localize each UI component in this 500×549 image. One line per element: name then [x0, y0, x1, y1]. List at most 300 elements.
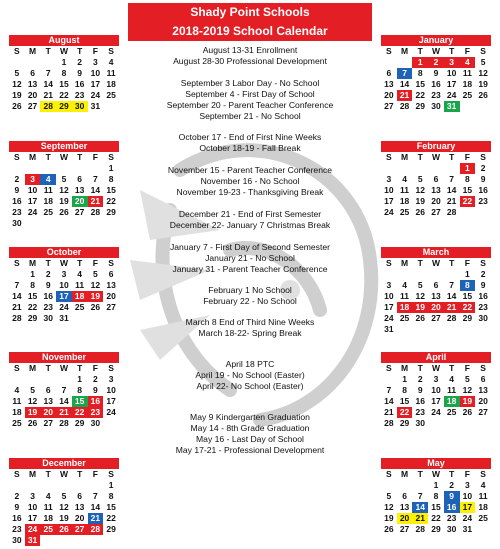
day-cell: 17	[27, 513, 38, 523]
day-cell: 12	[12, 79, 22, 89]
day-cell	[72, 535, 88, 546]
day-cell: 25	[446, 407, 457, 417]
day-cell: 16	[12, 513, 22, 523]
day-cell: 23	[478, 302, 488, 312]
day-cell: 27	[72, 524, 88, 535]
day-cell: 9	[14, 502, 20, 512]
calendar-august	[9, 35, 119, 112]
day-cell: 23	[74, 90, 85, 100]
calendar-title	[128, 3, 372, 41]
weekday-label: T	[417, 152, 423, 162]
day-cell	[412, 163, 428, 174]
day-cell: 8	[77, 385, 83, 395]
day-cell: 21	[88, 513, 104, 524]
day-cell: 24	[59, 302, 69, 312]
event-line: September 4 - First Day of School	[185, 89, 315, 99]
weekday-label: S	[14, 363, 20, 373]
weekday-label: T	[45, 46, 51, 56]
day-cell: 8	[417, 68, 423, 78]
day-cell: 21	[444, 302, 460, 313]
day-cell	[40, 57, 56, 68]
day-cell: 25	[43, 207, 53, 217]
weekday-label: T	[45, 363, 51, 373]
calendar-november	[9, 352, 119, 429]
event-line: February 22 - No School	[203, 296, 297, 306]
day-cell	[475, 324, 491, 335]
day-cell: 19	[25, 407, 41, 418]
weekday-label: S	[480, 363, 486, 373]
day-cell: 22	[72, 407, 88, 418]
day-cell: 13	[399, 502, 410, 512]
day-cell: 12	[478, 68, 488, 78]
day-cell	[56, 480, 72, 491]
weekday-label: T	[417, 363, 423, 373]
day-cell	[88, 163, 104, 174]
day-cell: 1	[108, 480, 114, 490]
day-cell: 18	[399, 196, 410, 206]
day-cell: 17	[384, 302, 394, 312]
day-cell	[475, 207, 491, 218]
weekday-label: T	[45, 258, 51, 268]
event-line: March 8 End of Third Nine Weeks	[185, 317, 315, 327]
day-cell	[428, 324, 444, 335]
day-cell	[381, 480, 397, 491]
day-cell: 17	[431, 396, 441, 406]
day-cell: 27	[106, 302, 116, 312]
weekday-label: S	[480, 152, 486, 162]
day-cell: 28	[446, 313, 457, 323]
day-cell	[25, 57, 41, 68]
day-cell: 8	[108, 491, 114, 501]
day-cell: 20	[431, 196, 441, 206]
weekday-label: S	[386, 363, 392, 373]
day-cell: 20	[478, 396, 488, 406]
day-cell: 12	[59, 185, 69, 195]
month-header: November	[9, 352, 119, 363]
day-cell: 3	[433, 374, 439, 384]
day-cell: 13	[74, 502, 85, 512]
weekday-label: T	[77, 363, 83, 373]
day-cell: 26	[27, 418, 38, 428]
event-line: December 21 - End of First Semester	[178, 209, 322, 219]
day-cell: 14	[446, 291, 457, 301]
month-header: March	[381, 247, 491, 258]
weekday-label: T	[449, 469, 455, 479]
day-cell: 20	[27, 90, 38, 100]
day-cell: 22	[431, 513, 441, 523]
day-cell: 30	[415, 418, 425, 428]
day-cell: 3	[465, 480, 470, 490]
day-cell: 7	[386, 385, 392, 395]
day-cell	[40, 218, 56, 229]
weekday-label: T	[449, 46, 455, 56]
day-cell: 23	[43, 302, 53, 312]
day-cell: 16	[415, 396, 425, 406]
weekday-label: W	[59, 469, 68, 479]
day-cell: 12	[462, 385, 473, 395]
day-cell	[444, 324, 460, 335]
day-cell: 9	[417, 385, 423, 395]
calendar-january	[381, 35, 491, 112]
day-cell: 31	[384, 324, 394, 334]
day-cell: 15	[106, 502, 116, 512]
day-cell: 6	[402, 491, 407, 501]
event-line: August 13-31 Enrollment	[202, 45, 298, 55]
month-header: September	[9, 141, 119, 152]
day-cell: 16	[74, 79, 85, 89]
weekday-label: M	[401, 152, 409, 162]
day-cell: 25	[478, 513, 488, 523]
weekday-label: T	[417, 46, 423, 56]
day-cell: 4	[40, 174, 56, 185]
day-cell	[103, 101, 119, 112]
day-cell: 6	[45, 385, 51, 395]
day-cell: 6	[480, 374, 486, 384]
day-cell: 7	[417, 491, 423, 501]
day-cell	[72, 163, 88, 174]
day-cell: 11	[447, 385, 457, 395]
day-cell: 2	[417, 374, 423, 384]
day-cell: 13	[27, 79, 38, 89]
day-cell: 13	[431, 291, 441, 301]
day-cell: 18	[43, 196, 53, 206]
day-cell: 29	[399, 418, 410, 428]
day-cell: 24	[431, 407, 441, 417]
day-cell: 30	[478, 313, 488, 323]
day-cell: 8	[108, 174, 114, 184]
day-cell: 23	[446, 513, 457, 523]
day-cell: 13	[384, 79, 394, 89]
day-cell: 7	[14, 280, 20, 290]
day-cell: 27	[431, 313, 441, 323]
day-cell	[381, 163, 397, 174]
day-cell: 28	[59, 418, 69, 428]
day-cell: 3	[61, 269, 67, 279]
day-cell: 25	[12, 418, 22, 428]
day-cell: 11	[400, 291, 410, 301]
day-cell: 6	[30, 68, 35, 78]
day-cell: 2	[93, 374, 98, 384]
day-cell	[397, 480, 413, 491]
day-cell: 3	[386, 280, 392, 290]
day-cell: 8	[433, 491, 439, 501]
weekday-label: W	[431, 469, 440, 479]
day-cell: 12	[27, 396, 38, 406]
day-cell: 17	[460, 502, 476, 513]
day-cell: 26	[12, 101, 22, 111]
weekday-label: S	[108, 363, 114, 373]
day-cell: 23	[478, 196, 488, 206]
day-cell: 17	[56, 291, 72, 302]
day-cell: 30	[12, 535, 22, 545]
day-cell: 4	[402, 174, 407, 184]
day-cell	[412, 324, 428, 335]
day-cell: 14	[90, 502, 101, 512]
day-cell	[88, 218, 104, 229]
day-cell: 28	[415, 524, 425, 534]
day-cell: 2	[480, 269, 486, 279]
day-cell	[88, 535, 104, 546]
day-cell	[40, 163, 56, 174]
weekday-label: T	[417, 258, 423, 268]
day-cell: 1	[402, 374, 407, 384]
day-cell: 27	[384, 101, 394, 111]
weekday-label: T	[77, 46, 83, 56]
day-cell: 12	[384, 502, 394, 512]
day-cell: 27	[27, 101, 38, 111]
day-cell: 20	[40, 407, 56, 418]
weekday-label: T	[417, 469, 423, 479]
day-cell: 27	[399, 524, 410, 534]
day-cell: 26	[415, 313, 425, 323]
day-cell	[25, 163, 41, 174]
day-cell: 17	[90, 79, 101, 89]
day-cell: 31	[59, 313, 69, 323]
day-cell: 2	[480, 163, 486, 173]
day-cell: 14	[90, 185, 101, 195]
day-cell: 26	[384, 524, 394, 534]
day-cell: 26	[462, 407, 473, 417]
day-cell: 24	[446, 90, 457, 100]
day-cell	[460, 418, 476, 429]
day-cell: 29	[56, 101, 72, 112]
day-cell: 3	[108, 374, 114, 384]
day-cell: 26	[56, 524, 72, 535]
day-cell: 9	[480, 280, 486, 290]
day-cell: 1	[77, 374, 83, 384]
weekday-label: W	[431, 258, 440, 268]
event-line: September 20 - Parent Teacher Conference	[166, 100, 334, 110]
weekday-label: T	[45, 152, 51, 162]
day-cell: 14	[12, 291, 22, 301]
day-cell	[428, 418, 444, 429]
day-cell: 22	[460, 302, 476, 313]
day-cell	[475, 524, 491, 535]
day-cell: 14	[399, 79, 410, 89]
day-cell: 29	[462, 313, 473, 323]
day-cell: 15	[106, 185, 116, 195]
day-cell: 10	[446, 68, 457, 78]
weekday-label: F	[92, 469, 98, 479]
weekday-label: F	[464, 363, 470, 373]
weekday-label: F	[464, 152, 470, 162]
day-cell: 11	[106, 68, 116, 78]
day-cell: 29	[74, 418, 85, 428]
day-cell: 16	[478, 291, 488, 301]
calendar-february	[381, 141, 491, 218]
day-cell: 21	[412, 513, 428, 524]
day-cell: 13	[106, 280, 116, 290]
day-cell: 16	[43, 291, 53, 301]
day-cell: 20	[384, 90, 394, 100]
day-cell: 12	[415, 185, 425, 195]
weekday-label: W	[59, 152, 68, 162]
day-cell: 3	[93, 57, 98, 67]
day-cell: 10	[431, 385, 441, 395]
day-cell: 19	[460, 396, 476, 407]
weekday-label: M	[401, 258, 409, 268]
day-cell: 12	[415, 291, 425, 301]
day-cell: 25	[74, 302, 85, 312]
day-cell: 18	[106, 79, 116, 89]
day-cell	[9, 163, 25, 174]
day-cell: 1	[460, 163, 476, 174]
day-cell	[72, 313, 88, 324]
day-cell: 8	[30, 280, 35, 290]
day-cell: 3	[30, 491, 35, 501]
day-cell: 21	[43, 90, 53, 100]
day-cell: 24	[27, 207, 38, 217]
weekday-label: S	[14, 46, 20, 56]
day-cell: 24	[25, 524, 41, 535]
school-name: Shady Point Schools	[190, 5, 310, 19]
day-cell: 20	[106, 291, 116, 301]
day-cell: 24	[106, 407, 116, 417]
day-cell	[412, 480, 428, 491]
day-cell	[460, 207, 476, 218]
day-cell	[103, 313, 119, 324]
day-cell: 23	[415, 407, 425, 417]
day-cell: 10	[106, 385, 116, 395]
day-cell: 19	[12, 90, 22, 100]
day-cell: 15	[59, 79, 69, 89]
day-cell: 5	[61, 491, 67, 501]
day-cell: 31	[444, 101, 460, 112]
weekday-label: S	[108, 469, 114, 479]
day-cell: 5	[93, 269, 98, 279]
day-cell	[9, 374, 25, 385]
day-cell: 20	[74, 513, 85, 523]
calendar-year: 2018-2019 School Calendar	[172, 24, 328, 38]
day-cell: 27	[74, 207, 85, 217]
day-cell: 16	[12, 196, 22, 206]
day-cell	[103, 418, 119, 429]
day-cell: 6	[77, 174, 83, 184]
day-cell: 7	[61, 385, 67, 395]
day-cell: 24	[384, 207, 394, 217]
weekday-label: T	[77, 152, 83, 162]
day-cell: 19	[59, 513, 69, 523]
day-cell: 28	[88, 524, 104, 535]
weekday-label: F	[464, 258, 470, 268]
day-cell: 28	[12, 313, 22, 323]
day-cell: 13	[43, 396, 53, 406]
day-cell	[428, 163, 444, 174]
day-cell: 4	[480, 480, 486, 490]
weekday-label: T	[449, 363, 455, 373]
day-cell: 15	[415, 79, 425, 89]
day-cell: 19	[88, 291, 104, 302]
day-cell: 7	[397, 68, 413, 79]
day-cell: 5	[14, 68, 20, 78]
day-cell: 15	[462, 291, 473, 301]
day-cell: 25	[106, 90, 116, 100]
weekday-label: T	[77, 469, 83, 479]
day-cell: 24	[90, 90, 101, 100]
day-cell: 15	[399, 396, 410, 406]
day-cell	[25, 480, 41, 491]
weekday-label: W	[59, 258, 68, 268]
day-cell: 3	[25, 174, 41, 185]
day-cell: 19	[415, 196, 425, 206]
weekday-label: M	[29, 152, 37, 162]
day-cell	[460, 324, 476, 335]
day-cell	[40, 535, 56, 546]
day-cell: 21	[56, 407, 72, 418]
day-cell: 3	[444, 57, 460, 68]
day-cell: 28	[384, 418, 394, 428]
day-cell	[460, 101, 476, 112]
day-cell	[40, 480, 56, 491]
day-cell: 28	[399, 101, 410, 111]
day-cell: 30	[43, 313, 53, 323]
weekday-label: S	[108, 152, 114, 162]
day-cell: 16	[88, 396, 104, 407]
day-cell: 6	[108, 269, 114, 279]
day-cell: 8	[460, 280, 476, 291]
day-cell: 5	[61, 174, 67, 184]
day-cell: 9	[77, 68, 83, 78]
event-line: November 15 - Parent Teacher Conference	[167, 165, 333, 175]
weekday-label: S	[386, 152, 392, 162]
day-cell: 2	[449, 480, 455, 490]
day-cell: 24	[462, 513, 473, 523]
day-cell: 20	[72, 196, 88, 207]
day-cell: 13	[478, 385, 488, 395]
day-cell: 25	[40, 524, 56, 535]
day-cell: 31	[25, 535, 41, 546]
event-line: November 19-23 - Thanksgiving Break	[176, 187, 324, 197]
day-cell: 5	[30, 385, 35, 395]
day-cell	[9, 480, 25, 491]
day-cell: 7	[449, 174, 455, 184]
event-line: May 14 - 8th Grade Graduation	[190, 423, 310, 433]
day-cell	[381, 269, 397, 280]
day-cell: 18	[478, 502, 488, 512]
day-cell: 28	[90, 207, 101, 217]
weekday-label: W	[431, 46, 440, 56]
day-cell: 4	[460, 57, 476, 68]
calendar-december	[9, 458, 119, 546]
day-cell: 14	[43, 79, 53, 89]
day-cell: 11	[12, 396, 22, 406]
day-cell: 22	[460, 196, 476, 207]
day-cell: 2	[77, 57, 83, 67]
day-cell: 11	[43, 502, 53, 512]
day-cell: 1	[30, 269, 35, 279]
weekday-label: M	[29, 258, 37, 268]
day-cell: 10	[59, 280, 69, 290]
day-cell: 4	[14, 385, 20, 395]
day-cell: 9	[93, 385, 98, 395]
day-cell	[9, 269, 25, 280]
weekday-label: M	[401, 46, 409, 56]
day-cell: 10	[384, 185, 394, 195]
day-cell: 6	[433, 174, 439, 184]
month-header: April	[381, 352, 491, 363]
day-cell: 11	[75, 280, 85, 290]
weekday-label: M	[29, 363, 37, 373]
day-cell: 2	[14, 174, 20, 184]
day-cell: 22	[59, 90, 69, 100]
day-cell: 30	[431, 101, 441, 111]
weekday-label: T	[449, 152, 455, 162]
day-cell	[56, 218, 72, 229]
event-line: September 3 Labor Day - No School	[180, 78, 320, 88]
day-cell: 9	[433, 68, 439, 78]
day-cell	[56, 535, 72, 546]
event-line: January 31 - Parent Teacher Conference	[172, 264, 328, 274]
